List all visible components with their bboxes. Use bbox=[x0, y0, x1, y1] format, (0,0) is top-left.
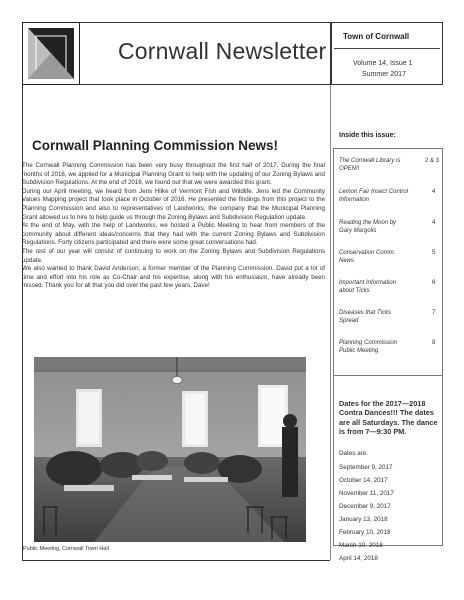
article-body bbox=[22, 162, 325, 291]
dance-date: September 9, 2017 bbox=[339, 464, 393, 471]
inside-issue-heading: Inside this issue: bbox=[339, 132, 396, 139]
toc-item-page: 8 bbox=[432, 340, 436, 346]
dance-date: December 9, 2017 bbox=[339, 503, 391, 510]
article-paragraph: At the end of May, with the help of Landworks, we hosted a Public Meeting to hear from members of the community about different ideas/concerns that they had with the current Zoning Bylaws and Subdivision Regulations. Forty citizens participated and there were some great conversations had. bbox=[22, 222, 325, 247]
dance-date: October 14, 2017 bbox=[339, 477, 388, 484]
toc-item-page: 4 bbox=[432, 189, 436, 195]
issue-date: Summer 2017 bbox=[362, 71, 406, 78]
town-name: Town of Cornwall bbox=[343, 32, 410, 41]
toc-item-page: 4 bbox=[432, 220, 436, 226]
dates-label: Dates are: bbox=[339, 450, 369, 457]
article-title: Cornwall Planning Commission News! bbox=[32, 138, 279, 153]
frame-bottom-rule bbox=[22, 560, 330, 561]
toc-item-title[interactable]: Conservation Comm. News bbox=[339, 250, 396, 264]
article-paragraph: The Cornwall Planning Commission has been very busy throughout the first half of 2017. During the final months of 2016, we applied for a Municipal Planning Grant to help with the updating of our Zoning Bylaws and Subdivision Regulations. At the end of 2016, we found out that we were awarded this grant. bbox=[22, 162, 325, 187]
sidebar-divider bbox=[330, 85, 331, 560]
dance-date: April 14, 2018 bbox=[339, 555, 378, 562]
toc-item-title[interactable]: The Cornwall Library is OPEN!! bbox=[339, 158, 401, 172]
toc-item-title[interactable]: Important Information about Ticks bbox=[339, 280, 397, 294]
photo-caption: Public Meeting, Cornwall Town Hall bbox=[23, 546, 109, 552]
article-paragraph: We also wanted to thank David Anderson, a former member of the Planning Commission. David put a lot of time and effort into his role as Co-Chair and his expertise, along with his enthusiasm, have already been missed. Thank you for all that you did over the past few years, Dave! bbox=[22, 265, 325, 290]
newsletter-title: Cornwall Newsletter bbox=[118, 38, 327, 64]
dance-date: March 10, 2018 bbox=[339, 542, 383, 549]
town-divider bbox=[334, 48, 440, 49]
toc-item-title[interactable]: Reading the Moon by Gary Margolis bbox=[339, 220, 397, 234]
toc-item-page: 7 bbox=[432, 310, 436, 316]
issue-number: Volume 14, Issue 1 bbox=[353, 60, 413, 67]
article-paragraph: During our April meeting, we heard from Jens Hilke of Vermont Fish and Wildlife. Jens led the Community Values Mapping project that took place in October of 2016. He presented the findings from this project to the Planning Commission and also to representatives of Landworks, the company that the Municipal Planning Grant allowed us to hire to help guide us through the Zoning Bylaws and Subdivision Regulation update. bbox=[22, 187, 325, 221]
toc-item-title[interactable]: Lemon Fair Insect Control Information bbox=[339, 189, 409, 203]
toc-item-page: 6 bbox=[432, 280, 436, 286]
toc-item-title[interactable]: Planning Commission Public Meeting bbox=[339, 340, 398, 354]
dance-date: November 11, 2017 bbox=[339, 490, 394, 497]
meeting-photo bbox=[34, 357, 306, 542]
dance-date: January 13, 2018 bbox=[339, 516, 388, 523]
contra-dance-heading: Dates for the 2017—2018 Contra Dances!!! The dates are all Saturdays. The dance is from 7—9:30 PM. bbox=[339, 399, 438, 437]
dance-date: February 10, 2018 bbox=[339, 529, 391, 536]
article-paragraph: The rest of our year will consist of continuing to work on the Zoning Bylaws and Subdivision Regulations update. bbox=[22, 247, 325, 264]
toc-item-page: 2 & 3 bbox=[425, 158, 440, 164]
toc-item-page: 5 bbox=[432, 250, 436, 256]
newsletter-logo bbox=[22, 22, 80, 85]
toc-item-title[interactable]: Diseases that Ticks Spread bbox=[339, 310, 391, 324]
frame-left-rule bbox=[22, 85, 23, 560]
